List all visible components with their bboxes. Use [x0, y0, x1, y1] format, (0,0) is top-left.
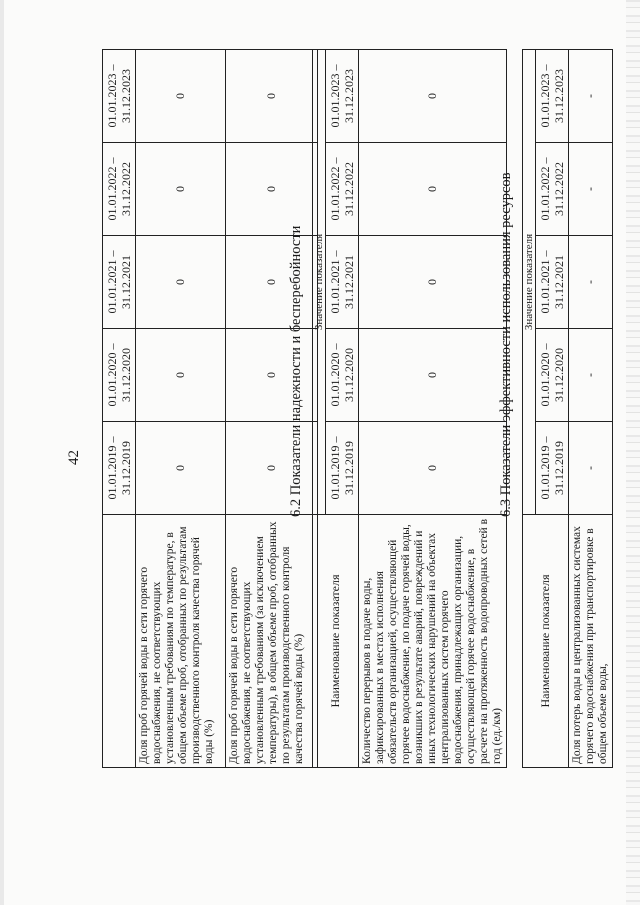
period-header	[536, 49, 569, 142]
period-label: 01.01.2023 – 31.12.2023	[105, 64, 133, 128]
indicator-value: 0	[136, 422, 226, 515]
indicator-value: -	[569, 422, 613, 515]
period-header	[103, 329, 136, 422]
indicator-value-header: Значение показателя	[313, 49, 326, 514]
table-header-row	[103, 50, 136, 768]
resource-efficiency-table	[522, 49, 613, 768]
indicator-name-header: Наименование показателя	[313, 515, 359, 768]
table-row	[359, 49, 507, 767]
period-label: 01.01.2022 – 31.12.2022	[538, 157, 566, 221]
period-label: 01.01.2019 – 31.12.2019	[105, 436, 133, 500]
table-row	[569, 49, 613, 767]
period-header	[536, 422, 569, 515]
section-title-efficiency: 6.3 Показатели эффективности использования ресурсов	[498, 172, 514, 517]
period-header	[103, 143, 136, 236]
period-header	[536, 143, 569, 236]
indicator-value: -	[569, 49, 613, 142]
indicator-value: 0	[359, 143, 507, 236]
period-header	[326, 236, 359, 329]
period-label: 01.01.2022 – 31.12.2022	[105, 157, 133, 221]
indicator-name: Доля проб горячей воды в сети горячего водоснабжения, не соответствующих установленным требованиям (за исключением температуры), в общем объеме проб, отобранных по результатам производственного контроля качества горячей воды (%)	[226, 515, 318, 768]
reliability-table	[312, 49, 507, 768]
period-header	[536, 236, 569, 329]
indicator-value: 0	[226, 422, 318, 515]
period-header	[326, 422, 359, 515]
hot-water-quality-table	[102, 49, 318, 768]
period-label: 01.01.2020 – 31.12.2020	[538, 343, 566, 407]
indicator-value: 0	[359, 236, 507, 329]
period-label: 01.01.2021 – 31.12.2021	[328, 250, 356, 314]
indicator-name: Количество перерывов в подаче воды, зафиксированных в местах исполнения обязательств организацией, осуществляющей горячее водоснабжение, по подаче горячей воды, возникших в результате аварий, повреждений и иных технологических нарушений на объектах централизованных систем горячего водоснабжения, принадлежащих организации, осуществляющей горячее водоснабжение, в расчете на протяженность водопроводных сетей в год (ед./км)	[359, 515, 507, 768]
period-label: 01.01.2021 – 31.12.2021	[105, 250, 133, 314]
indicator-name: Доля проб горячей воды в сети горячего водоснабжения, не соответствующих установленным требованиям по температуре, в общем объеме проб, отобранных по результатам производственного контроля качества горячей воды (%)	[136, 515, 226, 768]
indicator-value: 0	[359, 329, 507, 422]
table-row	[136, 50, 226, 768]
indicator-value: 0	[359, 422, 507, 515]
period-label: 01.01.2019 – 31.12.2019	[328, 436, 356, 500]
period-header	[326, 329, 359, 422]
indicator-value: 0	[226, 236, 318, 329]
period-header	[326, 143, 359, 236]
indicator-name-header: Наименование показателя	[523, 515, 569, 768]
indicator-value: 0	[136, 50, 226, 143]
period-header	[326, 49, 359, 142]
period-label: 01.01.2021 – 31.12.2021	[538, 250, 566, 314]
period-label: 01.01.2023 – 31.12.2023	[538, 64, 566, 128]
period-label: 01.01.2019 – 31.12.2019	[538, 436, 566, 500]
indicator-value: 0	[136, 236, 226, 329]
period-label: 01.01.2023 – 31.12.2023	[328, 64, 356, 128]
indicator-value: 0	[359, 49, 507, 142]
period-label: 01.01.2022 – 31.12.2022	[328, 157, 356, 221]
indicator-value: 0	[226, 50, 318, 143]
indicator-value: 0	[226, 329, 318, 422]
period-label: 01.01.2020 – 31.12.2020	[328, 343, 356, 407]
section-title-reliability: 6.2 Показатели надежности и бесперебойности	[288, 225, 304, 517]
indicator-value: 0	[226, 143, 318, 236]
indicator-name: Доля потерь воды в централизованных системах горячего водоснабжения при транспортировке в общем объеме воды,	[569, 515, 613, 768]
period-header	[103, 422, 136, 515]
table-header-row	[523, 49, 536, 767]
period-header	[103, 236, 136, 329]
indicator-value: -	[569, 329, 613, 422]
indicator-value: 0	[136, 143, 226, 236]
page-number: 42	[66, 450, 82, 465]
table-header-row	[313, 49, 326, 767]
header-empty-cell	[103, 515, 136, 768]
indicator-value: 0	[136, 329, 226, 422]
period-header	[536, 329, 569, 422]
indicator-value-header: Значение показателя	[523, 49, 536, 514]
indicator-value: -	[569, 236, 613, 329]
period-header	[103, 50, 136, 143]
indicator-value: -	[569, 143, 613, 236]
period-label: 01.01.2020 – 31.12.2020	[105, 343, 133, 407]
